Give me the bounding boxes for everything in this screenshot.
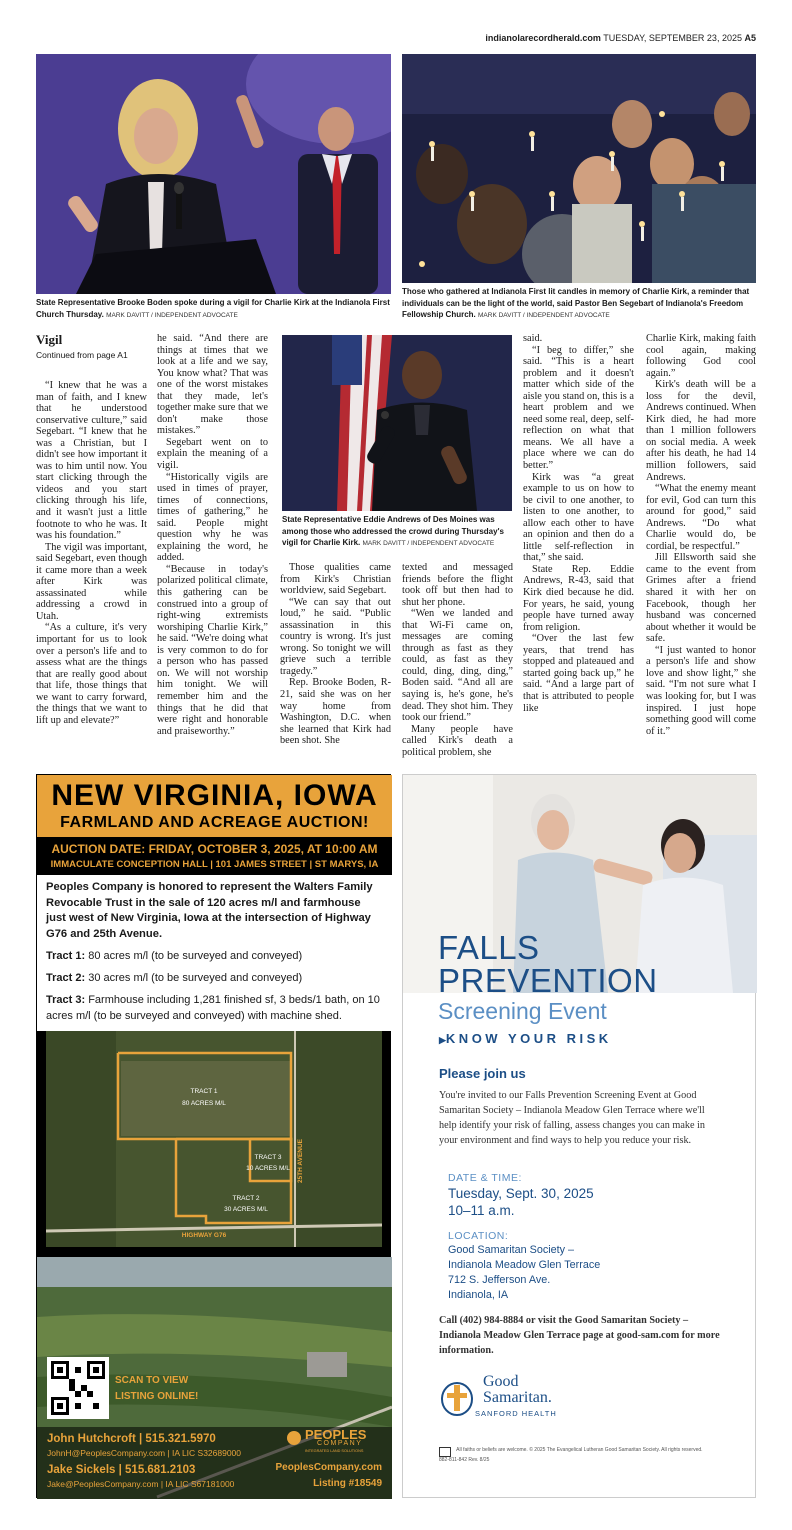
auction-venue: IMMACULATE CONCEPTION HALL | 101 JAMES STREET | ST MARYS, IA [50, 859, 379, 870]
article-column-6 [646, 333, 756, 737]
photo-credit: MARK DAVITT / INDEPENDENT ADVOCATE [362, 540, 495, 547]
contact-sickels-email[interactable]: Jake@PeoplesCompany.com | IA LIC S67181000 [47, 1479, 235, 1489]
paragraph: he said. “And there are things at times that we look at a life and we say, You know what? That was one of the worst mistakes that they made, let's together make sure that we don't make those mistakes.” [157, 333, 268, 437]
paragraph: Kirk was “a great example to us on how to be civil to one another, to listen to one another, to allow each other to have an opinion and then do a little self-reflection in that,” she said. [523, 471, 634, 564]
paragraph: “Historically vigils are used in times of prayer, times of connections, times of gathering,” he said. People might question why he was explaining the word, he added. [157, 471, 268, 564]
auction-date: AUCTION DATE: FRIDAY, OCTOBER 3, 2025, AT 10:00 AM [51, 842, 378, 856]
logo-sanford: SANFORD HEALTH [475, 1409, 557, 1418]
photo-eddie-andrews [282, 335, 512, 511]
paragraph: “I knew that he was a man of faith, and I knew that he understood conservative culture,” said Segebart. “I knew that he was a Christian, but I didn't see how important it was to him until now. You start clicking through the videos and you start clicking through his life, and it wasn't just a little footnote to who he was. It was his foundation.” [36, 380, 147, 542]
article-column-5 [523, 333, 634, 714]
good-samaritan-logo [439, 1373, 599, 1423]
paragraph: Many people have called Kirk's death a political problem, she [402, 723, 513, 758]
logo-samaritan: Samaritan. [483, 1389, 552, 1406]
falls-prevention-advertisement [402, 774, 756, 1498]
paragraph: “I just wanted to honor a person's life and show love and show light,” she said. “I'm not sure what I was looking for, but I was inspired. I just hope something good will come of it.” [646, 644, 756, 737]
paragraph: Charlie Kirk, making faith cool again, making following God cool again.” [646, 333, 756, 379]
paragraph: “We can say that out loud,” he said. “Public assassination in this country is wrong. It's just wrong. So tonight we will grieve such a terrible tragedy.” [280, 596, 391, 677]
tract2-acres: 30 ACRES M/L [224, 1206, 268, 1213]
photo-caption-boden: State Representative Brooke Boden spoke during a vigil for Charlie Kirk at the Indianola First Church Thursday. MARK DAVITT / INDEPENDENT ADVOCATE [36, 298, 390, 319]
auction-header [37, 775, 392, 837]
article-column-2 [157, 333, 268, 737]
logo-good: Good [483, 1373, 519, 1390]
paragraph: Rep. Brooke Boden, R-21, said she was on her way home from Washington, D.C. when she learned that Kirk had been shot. She [280, 677, 391, 747]
tract1-label: TRACT 1 [190, 1088, 218, 1095]
issue-date: TUESDAY, SEPTEMBER 23, 2025 [603, 33, 742, 43]
photo-credit: MARK DAVITT / INDEPENDENT ADVOCATE [106, 311, 238, 319]
website-link[interactable]: PeoplesCompany.com [275, 1462, 382, 1473]
qr-code[interactable] [47, 1357, 109, 1419]
listing-number: Listing #18549 [313, 1478, 382, 1489]
aerial-photo [37, 1257, 392, 1499]
title-prevention: PREVENTION [438, 962, 658, 999]
date-label: DATE & TIME: [448, 1172, 522, 1184]
fine-print: All faiths or beliefs are welcome. © 2025 The Evangelical Lutheran Good Samaritan Society. All rights reserved. 882-811-842 Rev. 8/25 [439, 1447, 703, 1463]
paragraph: Kirk's death will be a loss for the devil, Andrews continued. When Kirk died, he had more than 1 million followers on social media. A week after his death, he had 14 million followers, said Andrews. [646, 379, 756, 483]
paragraph: The vigil was important, said Segebart, even though it came more than a week after Kirk was assassinated while addressing a crowd in Utah. [36, 541, 147, 622]
article-column-3 [280, 562, 391, 747]
location-line-1: Good Samaritan Society – [448, 1244, 575, 1256]
tract3-acres: 10 ACRES M/L [246, 1165, 290, 1172]
brand-name: PEOPLES [305, 1427, 367, 1442]
auction-subheadline: FARMLAND AND ACREAGE AUCTION! [60, 814, 369, 831]
title-screening: Screening Event [438, 998, 607, 1024]
auction-headline: NEW VIRGINIA, IOWA [51, 779, 378, 812]
scan-to-view: SCAN TO VIEW LISTING ONLINE! [115, 1375, 199, 1402]
paragraph: texted and messaged friends before the flight took off but then had to shut her phone. [402, 562, 513, 608]
tract1-acres: 80 ACRES M/L [182, 1100, 226, 1107]
logo-emblem-icon [439, 1377, 475, 1417]
brand-tag: INTEGRATED LAND SOLUTIONS [305, 1449, 364, 1453]
photo-brooke-boden [36, 54, 391, 294]
play-arrow-icon: ▶ [439, 1035, 446, 1045]
avenue-label: 25TH AVENUE [297, 1138, 304, 1184]
falls-title [438, 931, 658, 1025]
paragraph: “Over the last few years, that trend has stopped and plateaued and started going back up,” he said. “And a large part of that is attributed to people like [523, 633, 634, 714]
paragraph: State Rep. Eddie Andrews, R-43, said that Kirk died because he did. For years, he said, young people have turned away from religion. [523, 563, 634, 633]
contact-hutchcroft-email[interactable]: JohnH@PeoplesCompany.com | IA LIC S32689000 [47, 1448, 242, 1458]
paragraph: Jill Ellsworth said she came to the event from Grimes after a friend shared it with her on Facebook, though her husband was concerned about whether it would be safe. [646, 552, 756, 645]
know-your-risk: ▶KNOW YOUR RISK [439, 1031, 612, 1046]
tract-1: Tract 1: 80 acres m/l (to be surveyed and conveyed) [46, 950, 303, 962]
article-kicker: Vigil [36, 332, 63, 347]
title-falls: FALLS [438, 929, 540, 966]
paragraph: “Wen we landed and that Wi-Fi came on, messages are coming through as fast as they could, as fast as they could, ding, ding, ding,” Boden said. “And all are saying is, he's gone, he's dead. They shot him. They took our friend.” [402, 608, 513, 724]
paragraph: Those qualities came from Kirk's Christian worldview, said Segebart. [280, 562, 391, 597]
peoples-icon [287, 1431, 301, 1445]
page-number: A5 [744, 33, 756, 43]
tract-map [46, 1031, 382, 1247]
auction-advertisement [36, 774, 391, 1498]
event-time: 10–11 a.m. [448, 1203, 515, 1218]
location-line-4: Indianola, IA [448, 1289, 509, 1301]
tract2-label: TRACT 2 [232, 1195, 260, 1202]
paragraph: “I beg to differ,” she said. “This is a heart problem and it doesn't matter which side of the aisle you stand on, this is a heart problem and we need some real, deep, self-reflection on what that means. We all have a place where we can do better.” [523, 344, 634, 472]
brand-sub: COMPANY [317, 1440, 363, 1447]
paragraph: Segebart went on to explain the meaning of a vigil. [157, 436, 268, 472]
article-column-4 [402, 562, 513, 758]
location-line-2: Indianola Meadow Glen Terrace [448, 1259, 601, 1271]
photo-candle-vigil [402, 54, 756, 283]
peoples-logo [287, 1427, 387, 1459]
photo-caption-vigil: Those who gathered at Indianola First lit candles in memory of Charlie Kirk, a reminder that individuals can be the light of the world, said Pastor Ben Segebart of Indianola's Freedom Fellowship Church. MARK DAVITT / INDEPENDENT ADVOCATE [402, 287, 750, 319]
auction-description [37, 875, 392, 1031]
paragraph: “What the enemy meant for evil, God can turn this around for good,” said Andrews. “Do what Charlie would do, be cordial, be respectful.” [646, 483, 756, 552]
equal-housing-icon [439, 1447, 451, 1457]
contact-sickels: Jake Sickels | 515.681.2103 [47, 1464, 196, 1476]
tract-2: Tract 2: 30 acres m/l (to be surveyed and conveyed) [46, 972, 303, 984]
contact-hutchcroft: John Hutchcroft | 515.321.5970 [47, 1433, 216, 1445]
tract3-label: TRACT 3 [254, 1154, 282, 1161]
please-join-us: Please join us [439, 1066, 526, 1081]
site-name[interactable]: indianolarecordherald.com [485, 33, 601, 43]
paragraph: “As a culture, it's very important for us to look over a person's life and to assess what are the things that are really good about that life, those things that we want to carry forward, the things that we want to lift up and elevate?” [36, 622, 147, 726]
article-column-1 [36, 380, 147, 726]
tract-3: Tract 3: Farmhouse including 1,281 finished sf, 3 beds/1 bath, on 10 acres m/l (to be surveyed and conveyed) with machine shed. [46, 994, 380, 1022]
photo-caption-andrews: State Representative Eddie Andrews of Des Moines was among those who addressed the crowd during Thursday's vigil for Charlie Kirk. MARK DAVITT / INDEPENDENT ADVOCATE [282, 515, 504, 547]
highway-label: HIGHWAY G76 [181, 1232, 227, 1239]
falls-body: You're invited to our Falls Prevention Screening Event at Good Samaritan Society – Indianola Meadow Glen Terrace where we'll help identify your risk of falling, assess changes you can make in your environment and find ways to help you reduce your risk. [439, 1090, 705, 1146]
paragraph: “Because in today's polarized political climate, this gathering can be construed into a group of right-wing extremists worshiping Charlie Kirk,” he said. “We're doing what is very common to do for a person who has passed on. We will not worship him tonight. We will remember him and the things that he did that were right and honorable and praiseworthy.” [157, 563, 268, 737]
event-date: Tuesday, Sept. 30, 2025 [448, 1186, 594, 1201]
paragraph: said. [523, 333, 543, 344]
page-header [485, 33, 756, 43]
location-line-3: 712 S. Jefferson Ave. [448, 1274, 551, 1286]
call-to-action: Call (402) 984-8884 or visit the Good Samaritan Society – Indianola Meadow Glen Terrace page at good-sam.com for more information. [439, 1315, 720, 1356]
photo-credit: MARK DAVITT / INDEPENDENT ADVOCATE [478, 312, 610, 319]
jump-line: Continued from page A1 [36, 350, 128, 360]
auction-date-band [37, 837, 392, 875]
auction-intro: Peoples Company is honored to represent the Walters Family Revocable Trust in the sale of 120 acres m/l and farmhouse just west of New Virginia, Iowa at the intersection of Highway G76 and 25th Avenue. [46, 881, 373, 940]
location-label: LOCATION: [448, 1230, 509, 1242]
